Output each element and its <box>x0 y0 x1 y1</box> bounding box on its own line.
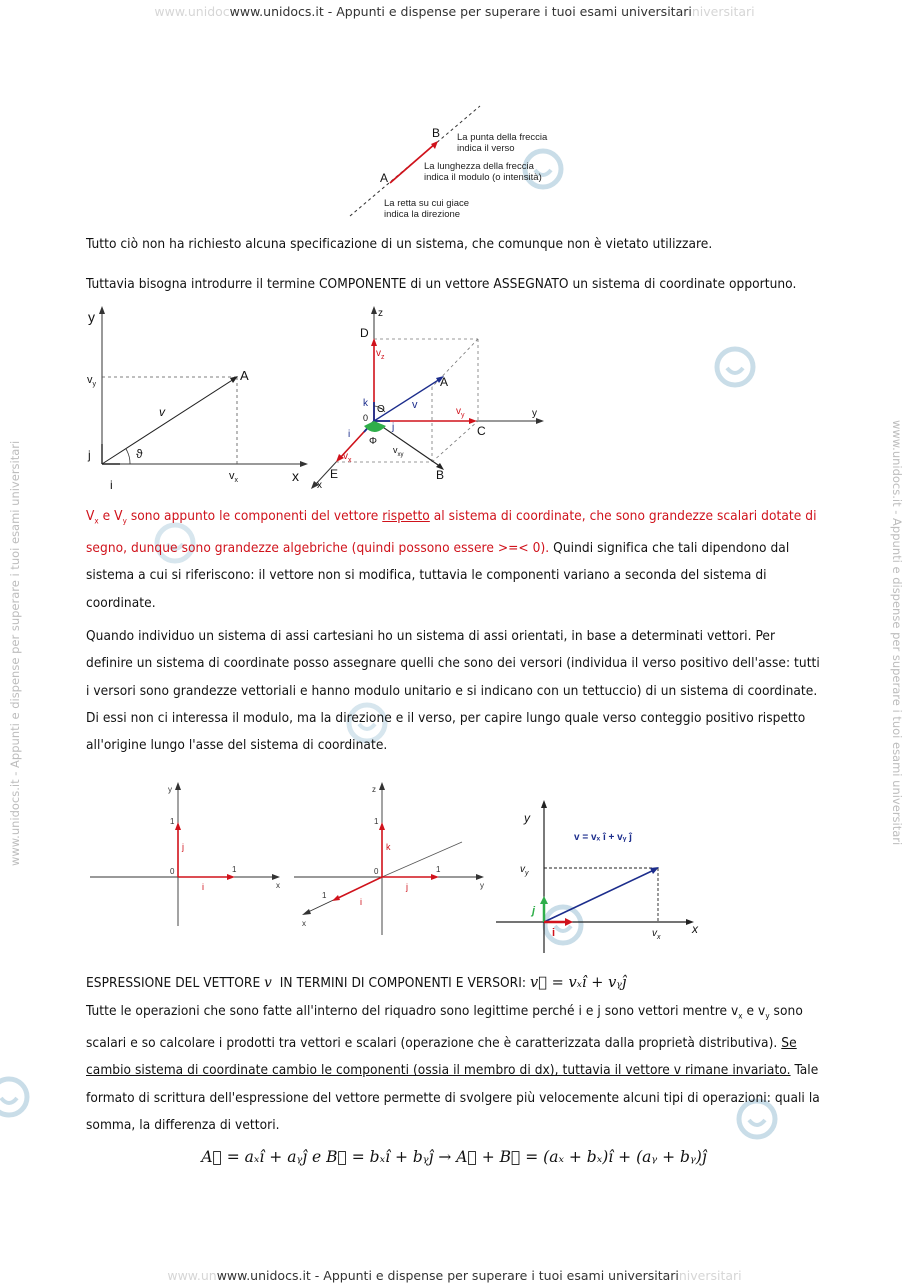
unit-z-label: 1 <box>374 817 379 826</box>
footer-ghost-right: niversitari <box>678 1268 742 1283</box>
versors-2d-figure <box>88 780 288 930</box>
page-header <box>0 4 909 19</box>
vy-label: $v_y$ <box>456 406 465 419</box>
vector-v-label: v <box>412 399 418 411</box>
unit-y-label: 1 <box>436 865 441 874</box>
components-3d-figure <box>306 304 546 494</box>
vx-label: $v_x$ <box>229 470 238 484</box>
axis-x-label: x <box>317 480 322 491</box>
axis-x-label: x <box>302 919 306 928</box>
unit-x-label: 1 <box>322 891 327 900</box>
vector-anatomy-figure <box>340 104 580 224</box>
vy-label: $v_y$ <box>520 864 529 877</box>
note-tip-2: indica il verso <box>457 143 515 154</box>
unidocs-logo-watermark <box>0 1074 32 1120</box>
versor-j-label: j <box>182 842 184 852</box>
header-text[interactable]: www.unidocs.it - Appunti e dispense per superare i tuoi esami universitari <box>229 4 692 19</box>
axis-y-label: y <box>532 408 537 419</box>
paragraph-1: Tutto ciò non ha richiesto alcuna specificazione di un sistema, che comunque non è vietato utilizzare. <box>86 236 713 252</box>
versor-i-label: i <box>110 478 113 492</box>
point-e-label: E <box>330 467 339 481</box>
versor-i-label: i <box>348 429 351 440</box>
point-b-label: B <box>436 468 445 482</box>
point-b-label: B <box>432 126 441 140</box>
paragraph-3: $V_x$ e $V_y$ sono appunto le componenti del vettore rispetto al sistema di coordinate, che sono grandezze scalari dotate di segno, dunque sono grandezze algebriche (quindi possono essere >=< 0). Quindi significa che tali dipendono dal sistema a cui si riferiscono: il vettore non si modifica, tuttavia le componenti variano a seconda del sistema di coordinate. <box>86 508 817 611</box>
unidocs-logo-watermark <box>712 344 758 390</box>
axis-z-label: z <box>372 785 376 794</box>
versor-j-label: j <box>532 905 536 917</box>
paragraph-4: Quando individuo un sistema di assi cartesiani ho un sistema di assi orientati, in base a determinati vettori. Per definire un sistema di coordinate posso assegnare quelli che sono dei versori (individua il verso positivo dell'asse: tutti i versori sono grandezze vettoriali e hanno modulo unitario e si indicano con un tettuccio) di un sistema di coordinate. Di essi non ci interessa il modulo, ma la direzione e il verso, per capire lungo quale verso conteggio positivo rispetto all'origine lungo l'asse del sistema di coordinate. <box>86 628 820 754</box>
versor-j-label: j <box>406 882 408 892</box>
origin-label: 0 <box>374 867 379 876</box>
axis-y-label: y <box>524 811 530 825</box>
header-ghost-left: www.unidoc <box>154 4 230 19</box>
versor-j-label: j <box>88 448 91 462</box>
note-line-2: indica la direzione <box>384 209 461 220</box>
versors-3d-figure <box>292 780 492 940</box>
axis-x-label: x <box>692 922 698 936</box>
axis-x-label: x <box>292 468 299 484</box>
vector-expression-figure <box>494 798 724 958</box>
unit-y-label: 1 <box>170 817 175 826</box>
page-footer <box>0 1268 909 1283</box>
point-c-label: C <box>477 424 486 438</box>
angle-theta-label: ϑ <box>136 447 143 461</box>
axis-y-label: y <box>168 785 172 794</box>
formula-label: v = vₓ î + vᵧ ĵ <box>574 832 632 843</box>
vector-v-label: v <box>159 405 165 419</box>
paragraph-5: Tutte le operazioni che sono fatte all'interno del riquadro sono legittime perché i e j sono vettori mentre $v_x$ e $v_y$ sono scalari e so calcolare i prodotti tra vettori e scalari (operazione che è caratterizzata dalla proprietà distributiva). Se cambio sistema di coordinate cambio le componenti (ossia il membro di dx), tuttavia il vettore v rimane invariato. Tale formato di scrittura dell'espressione del vettore permette di svolgere più velocemente alcuni tipi di operazioni: quali la somma, la differenza di vettori. <box>86 1003 820 1133</box>
origin-label: 0 <box>170 867 175 876</box>
note-length-1: La lunghezza della freccia <box>424 161 534 172</box>
note-line-1: La retta su cui giace <box>384 198 470 209</box>
side-watermark-right: www.unidocs.it - Appunti e dispense per superare i tuoi esami universitari <box>890 420 904 846</box>
header-ghost-right: niversitari <box>691 4 755 19</box>
sum-equation: A⃗ = aₓî + aᵧĵ e B⃗ = bₓî + bᵧĵ → A⃗ + B⃗ = (aₓ + bₓ)î + (aᵧ + bᵧ)ĵ <box>201 1148 707 1166</box>
vxy-label: $v_{xy}$ <box>393 445 404 458</box>
side-watermark-left: www.unidocs.it - Appunti e dispense per superare i tuoi esami universitari <box>8 440 22 866</box>
versor-j-label: j <box>392 422 395 433</box>
axis-x-label: x <box>276 881 280 890</box>
vz-label: $v_z$ <box>376 348 385 361</box>
footer-text[interactable]: www.unidocs.it - Appunti e dispense per superare i tuoi esami universitari <box>216 1268 679 1283</box>
section-heading: ESPRESSIONE DEL VETTORE v IN TERMINI DI COMPONENTI E VERSORI: v⃗ = vₓî + vᵧĵ <box>86 975 627 991</box>
axis-y-label: y <box>480 881 484 890</box>
point-a-label: A <box>380 171 389 185</box>
versor-i-label: i <box>360 897 362 907</box>
versor-k-label: k <box>386 842 391 852</box>
origin-label: 0 <box>363 413 369 423</box>
axis-y-label: y <box>88 309 95 325</box>
versor-i-label: i <box>202 882 204 892</box>
angle-theta-label: Θ <box>377 404 385 415</box>
note-tip-1: La punta della freccia <box>457 132 548 143</box>
axis-z-label: z <box>378 308 383 319</box>
versor-k-label: k <box>363 398 368 409</box>
unit-x-label: 1 <box>232 865 237 874</box>
point-d-label: D <box>360 326 369 340</box>
note-length-2: indica il modulo (o intensità) <box>424 172 542 183</box>
point-a-label: A <box>440 375 449 389</box>
vy-label: $v_y$ <box>87 374 96 388</box>
versor-i-label: i <box>552 927 556 939</box>
vx-label: $v_x$ <box>343 451 352 464</box>
paragraph-2: Tuttavia bisogna introdurre il termine COMPONENTE di un vettore ASSEGNATO un sistema di coordinate opportuno. <box>86 276 797 292</box>
angle-phi-label: Φ <box>369 436 377 447</box>
vx-label: $v_x$ <box>652 928 661 941</box>
point-a-label: A <box>240 368 249 383</box>
footer-ghost-left: www.un <box>167 1268 217 1283</box>
components-2d-figure <box>82 304 312 494</box>
